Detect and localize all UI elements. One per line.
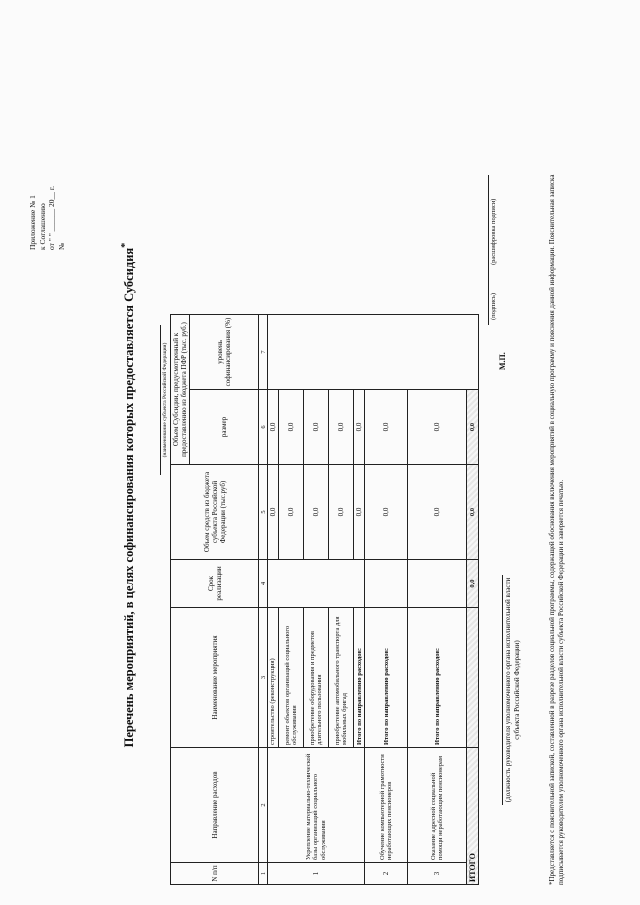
colnum-1: 1 xyxy=(259,863,268,885)
appendix-block xyxy=(28,100,66,250)
table-right-spacer xyxy=(171,157,479,315)
group3-term xyxy=(408,560,467,608)
group3-num: 3 xyxy=(408,863,467,885)
group1-term xyxy=(268,560,365,608)
group2-size: 0,0 xyxy=(365,390,408,465)
colnum-6: 6 xyxy=(259,390,268,465)
group1-direction: Укрепление материально-технической базы организаций социального обслуживания xyxy=(268,748,365,863)
group2-budget: 0,0 xyxy=(365,465,408,560)
appendix-line-1: Приложение № 1 xyxy=(28,195,37,250)
grand-total-size: 0,0 xyxy=(467,390,479,465)
header-subsidy: Объем Субсидии, предусмотренный к предоставлению из бюджета ПФР (тыс. руб.) xyxy=(171,315,190,465)
group1-total-budget: 0,0 xyxy=(354,465,365,560)
header-row xyxy=(171,157,190,885)
group1-size-2: 0,0 xyxy=(279,390,304,465)
group1-total-size: 0,0 xyxy=(354,390,365,465)
group1-num: 1 xyxy=(268,863,365,885)
signature-caption: (подпись) xyxy=(490,293,497,320)
title-text: Перечень мероприятий, в целях софинансирования которых предоставляется Субсидия xyxy=(122,247,137,748)
group1-event-4: приобретение автомобильного транспорта для мобильных бригад xyxy=(329,608,354,748)
group2-num: 2 xyxy=(365,863,408,885)
grand-total-budget: 0,0 xyxy=(467,465,479,560)
header-term: Срок реализации xyxy=(171,560,259,608)
footnote: *Представляется с пояснительной запиской, составленной в разрезе разделов социальной программы, содержащей обоснования включения мероприятий в социальную программу и пояснения данной информации. Пояснительная записка подписывается руководителем уполномоченного органа исполнительной власти субъекта Российской Федерации и заверяется печатью. xyxy=(548,174,565,885)
colnum-7: 7 xyxy=(259,315,268,390)
colnum-3: 3 xyxy=(259,608,268,748)
group1-size-3: 0,0 xyxy=(304,390,329,465)
colnum-4: 4 xyxy=(259,560,268,608)
appendix-line-4: № xyxy=(56,242,66,250)
grand-total-term: 0,0 xyxy=(467,560,479,608)
group1-event-3: приобретение оборудования и предметов длительного пользования xyxy=(304,608,329,748)
colnum-5: 5 xyxy=(259,465,268,560)
appendix-line-2: к Соглашению xyxy=(37,203,47,250)
header-budget: Объем средств из бюджета субъекта Российской Федерации (тыс.руб) xyxy=(171,465,259,560)
header-event: Наименование мероприятия xyxy=(171,608,259,748)
grand-total-event xyxy=(467,608,479,748)
header-direction: Направление расходов xyxy=(171,748,259,863)
group1-budget-3: 0,0 xyxy=(304,465,329,560)
signature-left-line xyxy=(502,575,503,805)
events-table xyxy=(170,157,479,886)
group1-size-4: 0,0 xyxy=(329,390,354,465)
group2-total-label: Итого по направлению расходов: xyxy=(365,608,408,748)
header-num: N п/п xyxy=(171,863,259,885)
stamp-place-label: М.П. xyxy=(498,352,507,370)
title-footnote-mark: * xyxy=(120,242,131,248)
signature-decode-caption: (расшифровка подписи) xyxy=(490,198,497,265)
group3-budget: 0,0 xyxy=(408,465,467,560)
group1-size-1: 0,0 xyxy=(268,390,279,465)
group1-event-1: строительство (реконструкция) xyxy=(268,608,279,748)
signature-right-line xyxy=(488,175,489,325)
group1-event-2: ремонт объектов организаций социального обслуживания xyxy=(279,608,304,748)
group1-budget-1: 0,0 xyxy=(268,465,279,560)
subject-underline xyxy=(160,325,161,475)
header-level: уровень софинансирования (%) xyxy=(190,315,259,390)
grand-total-label: ИТОГО xyxy=(467,748,479,885)
group3-total-label: Итого по направлению расходов: xyxy=(408,608,467,748)
group1-total-label: Итого по направлению расходов: xyxy=(354,608,365,748)
document-title xyxy=(120,155,137,835)
group1-budget-2: 0,0 xyxy=(279,465,304,560)
group3-size: 0,0 xyxy=(408,390,467,465)
level-cell xyxy=(268,315,479,390)
group2-direction: Обучение компьютерной грамотности неработающих пенсионеров xyxy=(365,748,408,863)
header-size: размер xyxy=(190,390,259,465)
group3-direction: Оказание адресной социальной помощи неработающим пенсионерам xyxy=(408,748,467,863)
group1-budget-4: 0,0 xyxy=(329,465,354,560)
group2-term xyxy=(365,560,408,608)
subject-caption: (наименование субъекта Российской Федерации) xyxy=(162,342,168,458)
appendix-line-3: от " " ______ 20__ г. xyxy=(47,185,56,250)
colnum-2: 2 xyxy=(259,748,268,863)
signature-position-caption: (должность руководителя уполномоченного органа исполнительной власти субъекта Российской Федерации) xyxy=(504,577,521,803)
